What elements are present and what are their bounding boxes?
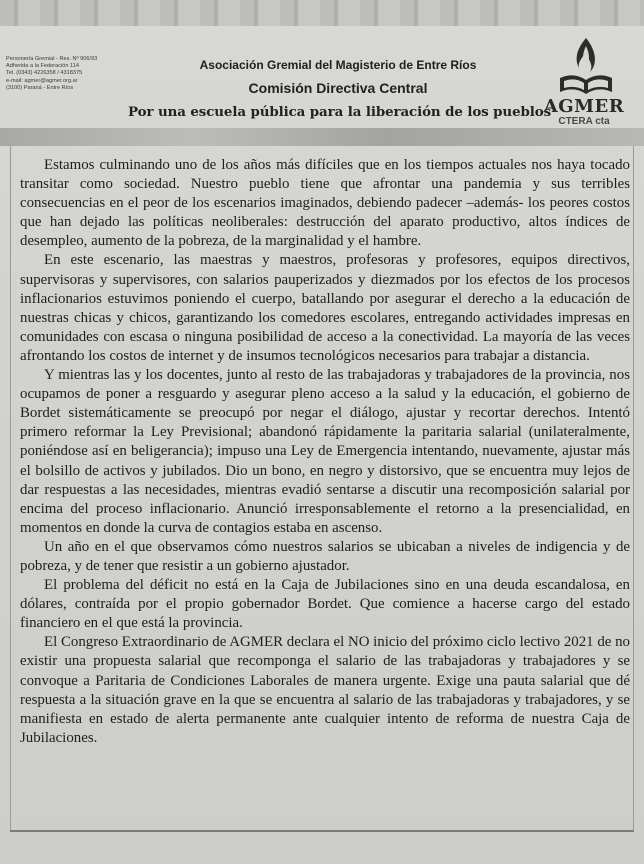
letterhead — [0, 26, 644, 144]
contact-line: e-mail: agmer@agmer.org.ar — [6, 77, 78, 84]
logo-affiliations: CTERA cta — [558, 116, 610, 127]
paragraph: El Congreso Extraordinario de AGMER declara el NO inicio del próximo ciclo lectivo 2021 de no existir una propuesta salarial que recomponga el salario de las trabajadoras y trabajadores y se convoque a Paritaria de Condiciones Laborales de manera urgente. Exige una pauta salarial que dé respuesta a la situación grave en la que se encuentra al salario de las trabajadoras y trabajadores, y se manifiesta en estado de alerta permanente ante cualquier intento de reforma de nuestra Caja de Jubilaciones. — [20, 634, 630, 746]
contact-block — [6, 56, 136, 92]
article-body — [20, 156, 630, 748]
frame-left — [10, 146, 11, 830]
paragraph: Y mientras las y los docentes, junto al resto de las trabajadoras y trabajadores de la provincia, nos ocupamos de poner a resguardo y asegurar pleno acceso a la salud y la educación, el gobierno de Bordet sistemáticamente se preocupó por negar el diálogo, ajustar y recortar derechos. Intentó primero reformar la Ley Previsional; abandonó rápidamente la paritaria salarial (unilateralmente, poniéndose así en beligerancia); impuso una Ley de Emergencia intentando, nuevamente, ajustar más el bolsillo de activos y jubilados. Dio un bono, en negro y distorsivo, que se encuentra muy lejos de dar respuestas a las necesidades, mientras evadió sentarse a discutir una recomposición salarial por encima del proceso inflacionario. Anunció irresponsablemente el retorno a la presencialidad, en momentos en donde la curva de contagios estaba en ascenso. — [20, 367, 630, 536]
paragraph: En este escenario, las maestras y maestros, profesoras y profesores, equipos directivos, supervisoras y supervisores, con salarios pauperizados y diezmados por los efectos de los procesos inflacionarios estuvimos poniendo el cuerpo, batallando por asegurar el derecho a la educación de nuestras chicas y chicos, garantizando los comedores escolares, entregando actividades impresas en comunidades con escasa o ninguna posibilidad de acceso a la conectividad. La mayoría de las veces afrontando los costos de internet y de insumos tecnológicos necesarios para trabajar a distancia. — [20, 252, 630, 364]
slogan: Por una escuela pública para la liberación de los pueblos — [128, 104, 552, 120]
contact-line: (3100) Paraná - Entre Ríos — [6, 84, 74, 91]
paragraph: Un año en el que observamos cómo nuestros salarios se ubicaban a niveles de indigencia y de pobreza, y de tener que resistir a un gobierno ajustador. — [20, 538, 630, 574]
contact-line: Adherida a la Federación 114 — [6, 63, 79, 70]
header-divider — [0, 128, 644, 146]
commission-name: Comisión Directiva Central — [248, 80, 428, 96]
frame-right — [633, 146, 634, 830]
association-name: Asociación Gremial del Magisterio de Entre Ríos — [199, 58, 477, 72]
paragraph: El problema del déficit no está en la Caja de Jubilaciones sino en una deuda escandalosa, en dólares, contraída por el propio gobernador Bordet. Que comience a hacerse cargo del estado financiero en el que está la provincia. — [20, 577, 630, 632]
frame-bottom — [10, 830, 634, 832]
contact-line: Personería Gremial - Res. Nº 906/93 — [6, 56, 98, 62]
contact-line: Tel. (0343) 4226358 / 4318375 — [6, 70, 83, 77]
top-edge-strip — [0, 0, 644, 26]
logo-wordmark: AGMER — [543, 96, 625, 117]
paragraph: Estamos culminando uno de los años más difíciles que en los tiempos actuales nos haya tocado transitar como sociedad. Nuestro pueblo tiene que afrontar una pandemia y sus terribles consecuencias en el peor de los escenarios imaginados, debiendo padecer –además- los peores costos que han dejado las políticas neoliberales: destrucción del aparato productivo, altos índices de desempleo, aumento de la pobreza, de la marginalidad y el hambre. — [20, 157, 630, 250]
